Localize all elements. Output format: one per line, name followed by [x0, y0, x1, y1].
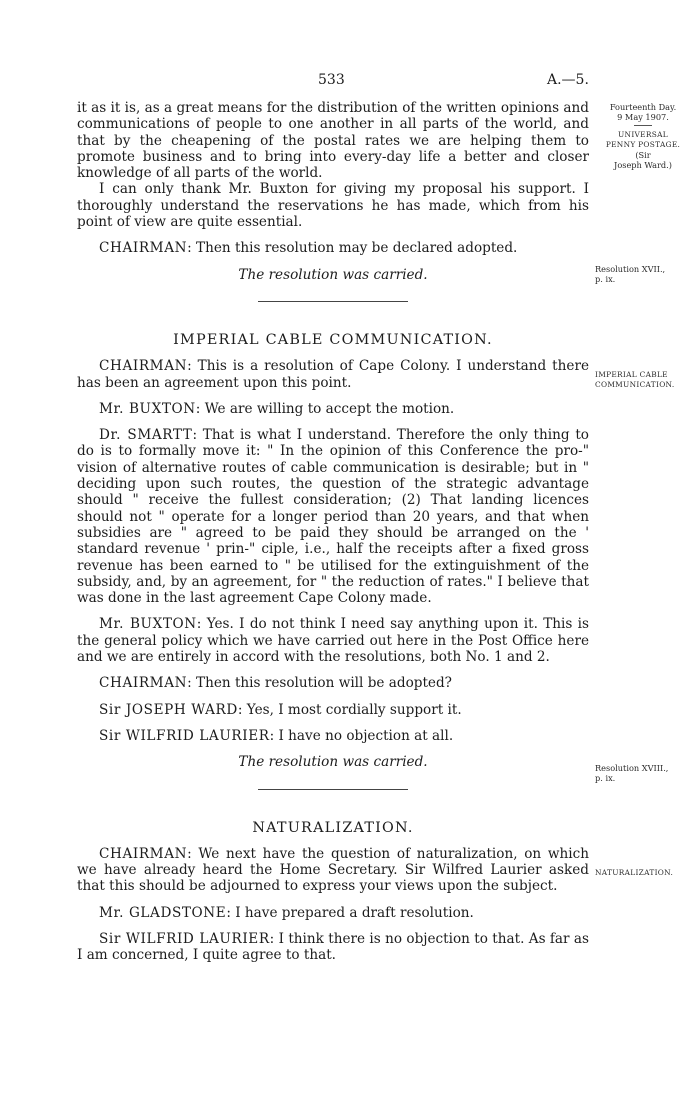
speech-text: : Yes, I most cordially support it. — [237, 701, 462, 718]
paragraph-smartt-motion — [77, 427, 589, 606]
paragraph-laurier-agree — [77, 931, 589, 964]
margin-date: 9 May 1907. — [617, 112, 669, 122]
speech-text: : We next have the question of naturalization, on which we have already heard the Home Secretary. Sir Wilfred Laurier asked that this should be adjourned to express your views upon the subject. — [77, 845, 589, 895]
speech-text: : Then this resolution will be adopted? — [187, 675, 452, 692]
speaker-name: Mr. BUXTON — [99, 616, 197, 633]
speaker-name: Mr. GLADSTONE — [99, 904, 227, 921]
speaker-name: Sir WILFRID LAURIER — [99, 930, 270, 947]
speaker-name: Sir JOSEPH WARD — [99, 701, 238, 718]
paragraph-laurier-no-objection — [77, 728, 589, 744]
margin-separator — [634, 125, 652, 126]
section-divider — [258, 301, 408, 302]
paragraph-chairman-naturalization — [77, 846, 589, 895]
paragraph-buxton-accept — [77, 401, 589, 417]
speaker-name: Sir WILFRID LAURIER — [99, 727, 270, 744]
paragraph-gladstone-draft — [77, 905, 589, 921]
speaker-name: Mr. BUXTON — [99, 400, 196, 417]
speaker-name: CHAIRMAN — [99, 845, 188, 862]
speech-text: : Then this resolution may be declared adopted. — [187, 240, 518, 257]
speech-text: : I think there is no objection to that. As far as I am concerned, I quite agree to that. — [77, 930, 589, 964]
margin-topic: UNIVERSAL — [618, 130, 668, 139]
page-number: 533 — [318, 72, 345, 88]
margin-resolution-page: p. ix. — [595, 773, 616, 783]
section-divider — [258, 789, 408, 790]
paragraph-chairman-adopted — [77, 240, 589, 256]
speaker-name: CHAIRMAN — [99, 240, 188, 257]
speech-text: : We are willing to accept the motion. — [195, 400, 455, 417]
speech-text: : This is a resolution of Cape Colony. I understand there has been an agreement upon this point. — [77, 358, 589, 391]
resolution-carried-note: The resolution was carried. — [238, 754, 428, 771]
margin-topic: IMPERIAL CABLE — [595, 370, 668, 379]
margin-resolution-page: p. ix. — [595, 274, 616, 284]
margin-note-resolution-xviii — [595, 763, 691, 783]
section-heading-naturalization: NATURALIZATION. — [252, 819, 414, 836]
margin-topic: NATURALIZATION. — [595, 868, 674, 877]
margin-note-session — [595, 102, 691, 170]
speaker-name: CHAIRMAN — [99, 675, 188, 692]
margin-resolution-ref: Resolution XVII., — [595, 264, 666, 274]
page-header — [0, 72, 700, 92]
margin-note-imperial-cable — [595, 370, 691, 390]
margin-day: Fourteenth Day. — [609, 102, 677, 112]
speech-text: : Yes. I do not think I need say anything upon it. This is the general policy which we have carried out here in the Post Office here and we are entirely in accord with the resolutions, both No. 1 and 2. — [77, 616, 590, 666]
margin-speaker: (Sir — [635, 150, 651, 160]
speech-text: : I have no objection at all. — [269, 727, 454, 744]
paragraph-continuation: it as it is, as a great means for the distribution of the written opinions and communications of people to one another in all parts of the world, and that by the cheapening of the postal rates we are helping them to promote business and to bring into every-day life a better and closer knowledge of all parts of the world. — [77, 100, 589, 182]
speaker-name: Dr. SMARTT — [99, 427, 193, 444]
paragraph-buxton-policy — [77, 616, 589, 665]
speaker-name: CHAIRMAN — [99, 358, 188, 375]
margin-resolution-ref: Resolution XVIII., — [595, 763, 669, 773]
paragraph-ward-thanks: I can only thank Mr. Buxton for giving my proposal his support. I thoroughly understand the reservations he has made, which from his point of view are quite essential. — [77, 181, 589, 231]
main-text — [77, 100, 589, 964]
margin-note-resolution-xvii — [595, 264, 691, 284]
speech-text: : I have prepared a draft resolution. — [226, 904, 474, 921]
paragraph-chairman-adopt-question — [77, 675, 589, 691]
margin-topic: PENNY POSTAGE. — [605, 140, 681, 149]
margin-speaker: Joseph Ward.) — [614, 160, 672, 170]
section-heading-imperial-cable: IMPERIAL CABLE COMMUNICATION. — [173, 331, 493, 348]
margin-note-naturalization — [595, 868, 691, 878]
margin-topic: COMMUNICATION. — [595, 380, 675, 389]
document-reference: A.—5. — [547, 72, 589, 88]
paragraph-ward-support — [77, 702, 589, 718]
speech-text: : That is what I understand. Therefore the only thing to do is to formally move it: " In the opinion of this Conference the pro-" vision of alternative routes of cable communication is desirable; but in " deciding upon such routes, the question of the strategic advantage should " receive the fullest consideration; (2) That landing licences should not " operate for a longer period than 20 years, and that when subsidies are " agreed to be paid they should be arranged on the ' standard revenue ' prin-" ciple, i.e., half the receipts after a fixed gross revenue has been earned to " be utilised for the extinguishment of the subsidy, and, by an agreement, for " the reduction of rates." I believe that was done in the last agreement Cape Colony made. — [77, 427, 589, 607]
resolution-carried-note: The resolution was carried. — [238, 266, 428, 283]
paragraph-chairman-cape — [77, 358, 589, 391]
